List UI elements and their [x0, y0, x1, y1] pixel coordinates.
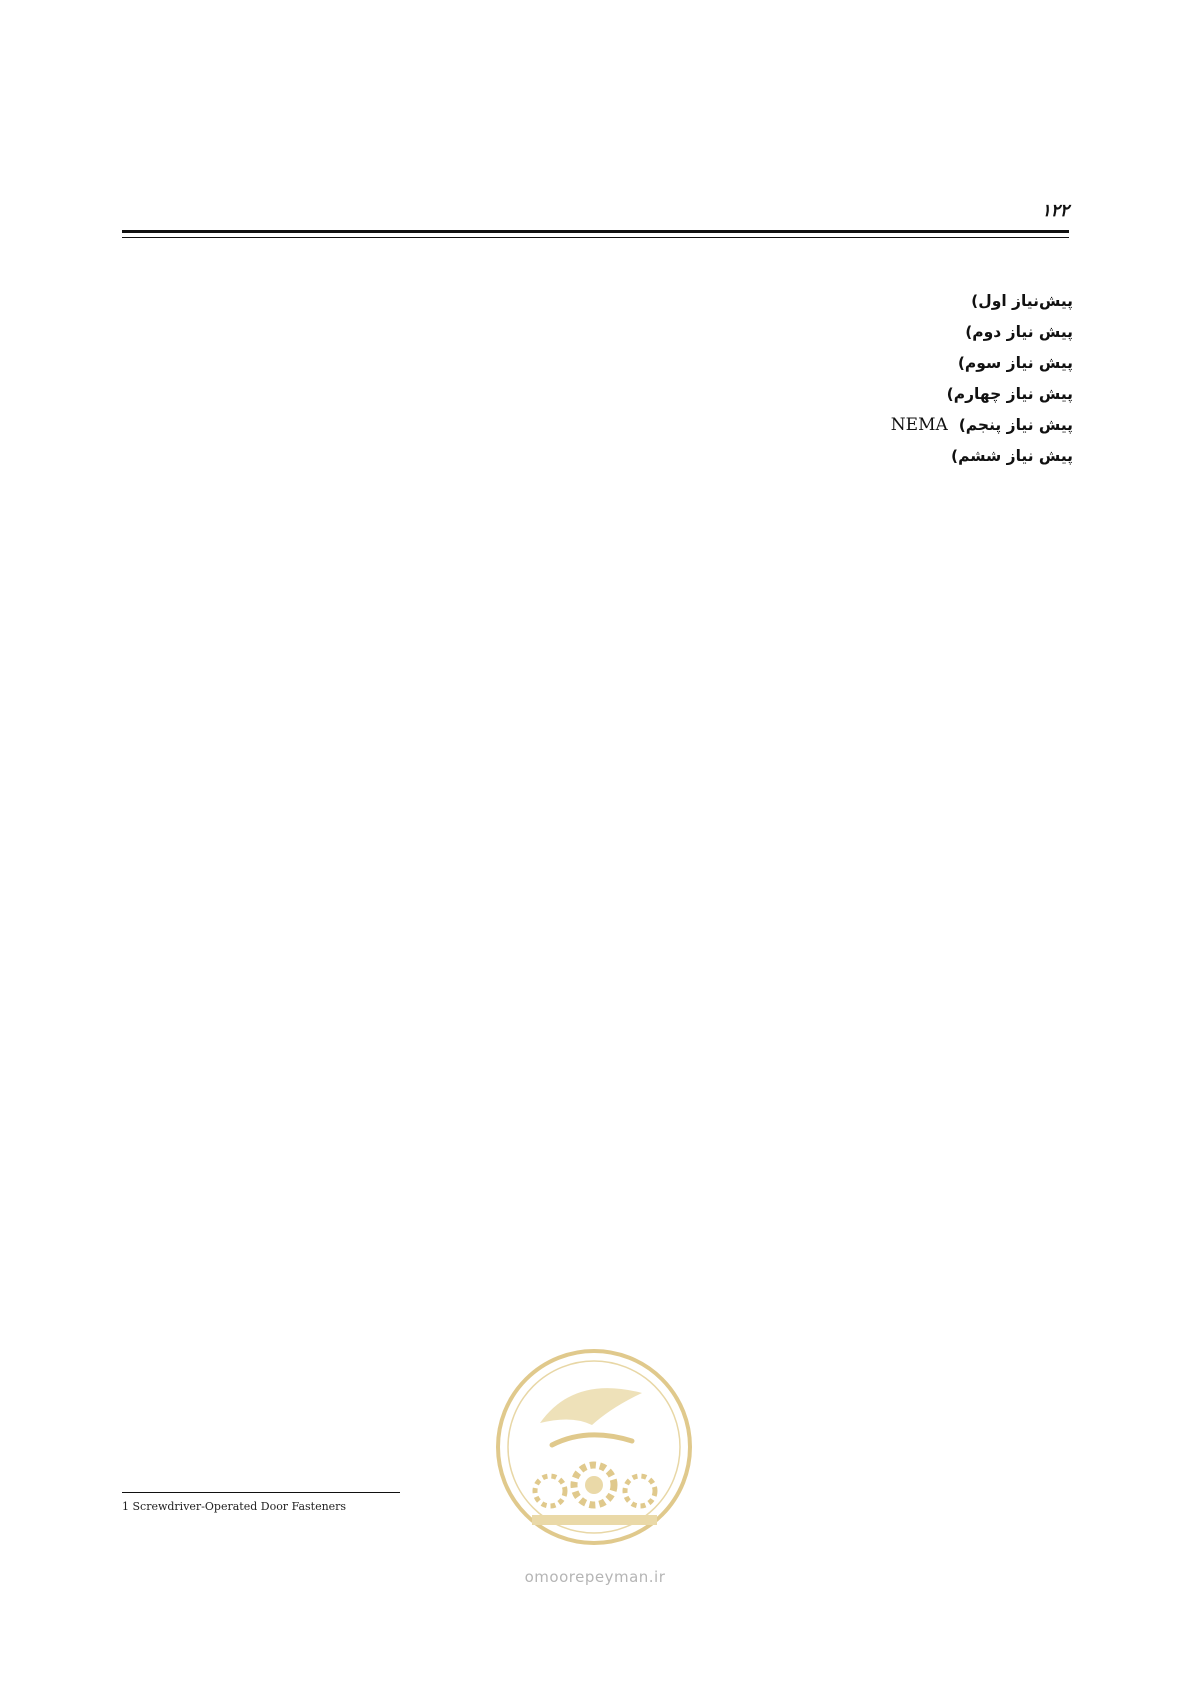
prerequisite-5-lead: پیش نیاز پنجم) [958, 416, 1073, 434]
omoore-peyman-logo-icon [492, 1345, 697, 1550]
prerequisite-1 [118, 286, 1073, 317]
header-rule-thick [122, 230, 1069, 233]
prerequisite-2-lead: پیش نیاز دوم) [965, 323, 1073, 341]
prerequisite-6 [118, 441, 1073, 472]
prerequisite-3-lead: پیش نیاز سوم) [957, 354, 1073, 372]
prerequisite-6-lead: پیش نیاز ششم) [951, 447, 1073, 465]
nema-label: NEMA [890, 415, 948, 435]
page-number: ۱۲۲ [1041, 201, 1069, 221]
footnote-text: 1 Screwdriver-Operated Door Fasteners [122, 1500, 347, 1513]
prerequisite-5 [118, 410, 1073, 441]
prerequisite-2 [118, 317, 1073, 348]
prerequisite-3 [118, 348, 1073, 379]
page-body [118, 272, 1073, 472]
prerequisite-4-lead: پیش نیاز چهارم) [946, 385, 1073, 403]
footnote-rule [122, 1492, 400, 1493]
watermark-url: omoorepeyman.ir [524, 1568, 666, 1586]
header-rule-thin [122, 237, 1069, 238]
prerequisite-4 [118, 379, 1073, 410]
prerequisite-1-lead: پیش‌نیاز اول) [971, 292, 1073, 310]
running-header [122, 198, 1069, 224]
